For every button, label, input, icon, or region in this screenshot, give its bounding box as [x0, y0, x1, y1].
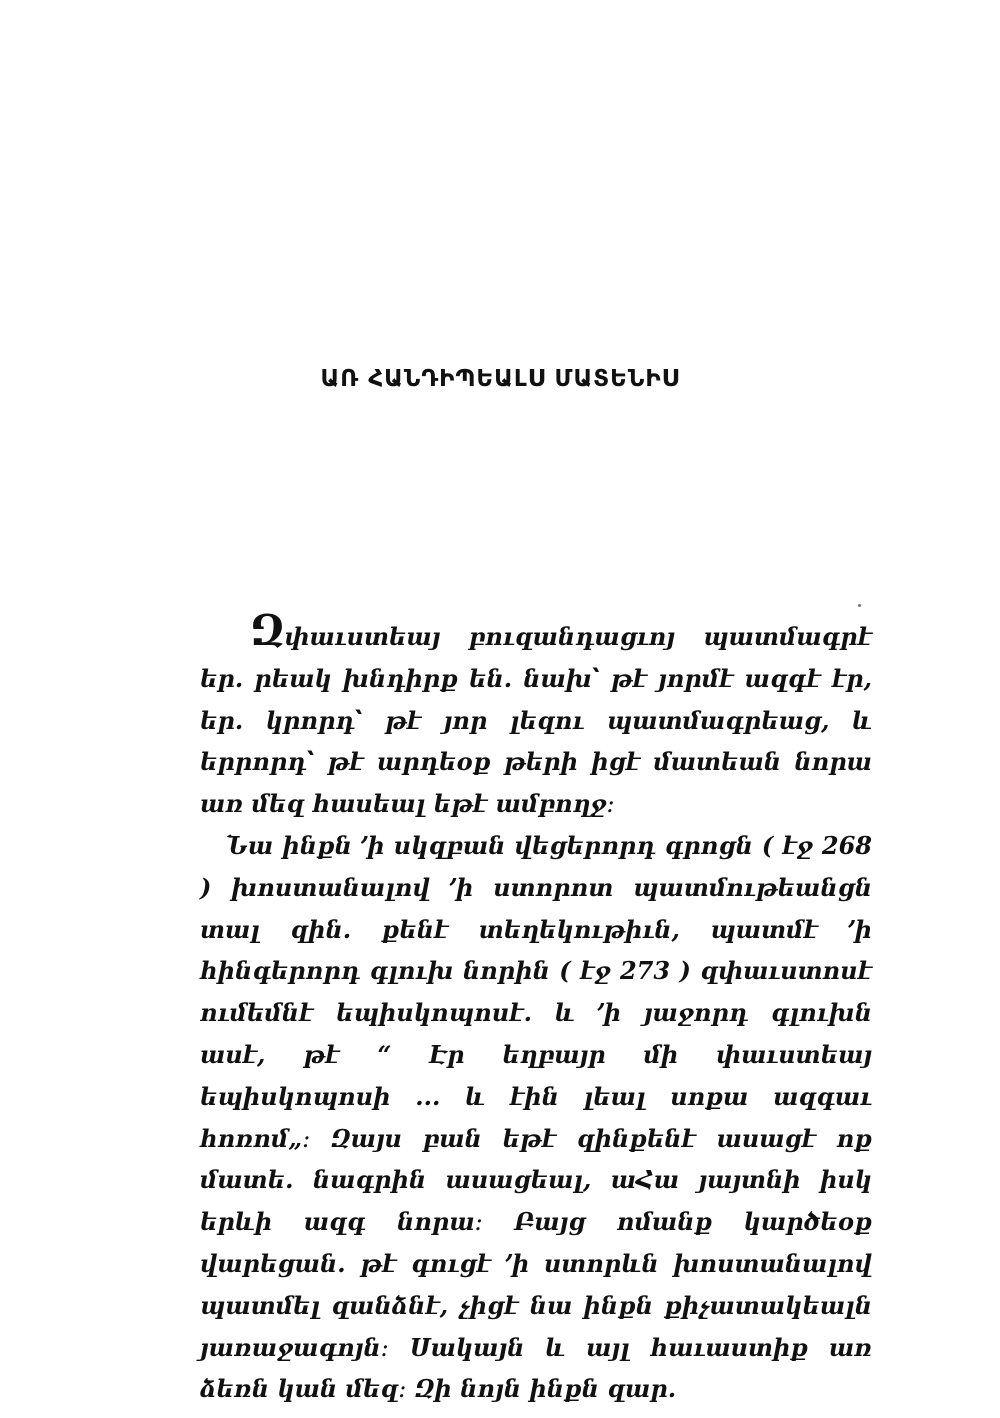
paragraph-1-text: փաւստեայ բուզանդացւոյ պատմագրէ եր․ րեակ խնդիրք են․ նախ՝ թէ յորմէ ազգէ էր, եր․ կրորդ՝ թէ յոր լեզու պատմագրեաց, և երրորդ՝ թէ արդեօք թերի իցէ մատեան նորա առ մեզ հասեալ եթէ ամբողջ։ [200, 622, 872, 819]
paragraph-1 [200, 606, 872, 825]
body-text [200, 606, 872, 1410]
page-speck [858, 604, 861, 607]
section-heading: ԱՌ ՀԱՆԴԻՊԵԱԼՍ ՄԱՏԵՆԻՍ [320, 366, 680, 392]
drop-cap: Զ [250, 606, 285, 655]
paragraph-2: Նա ինքն ՚ի սկզբան վեցերորդ գրոցն ( էջ 268 ) խոստանալով ՚ի ստորոտ պատմութեանցն տալ զին․ քենէ տեղեկութիւն, պատմէ ՚ի հինգերորդ գլուխ նորին ( էջ 273 ) զփաւստոսէ ումեմնէ եպիսկոպոսէ․ և ՚ի յաջորդ գլուխն ասէ, թէ “ Էր եղբայր մի փաւստեայ եպիսկոպոսի ․․․ և էին լեալ սոքա ազգաւ հոռոմ„։ Զայս բան եթէ զինքենէ ասացէ ոք մատե․ նագրին ասացեալ, աՀա յայտնի իսկ երևի ազգ նորա։ Բայց ոմանք կարծեօք վարեցան․ թէ գուցէ ՚ի ստորևն խոստանալով պատմել զանձնէ, չիցէ նա ինքն քիչատակեալն յառաջագոյն։ Սակայն և այլ հաւաստիք առ ձեռն կան մեզ։ Զի նոյն ինքն զար․ [200, 830, 872, 1404]
